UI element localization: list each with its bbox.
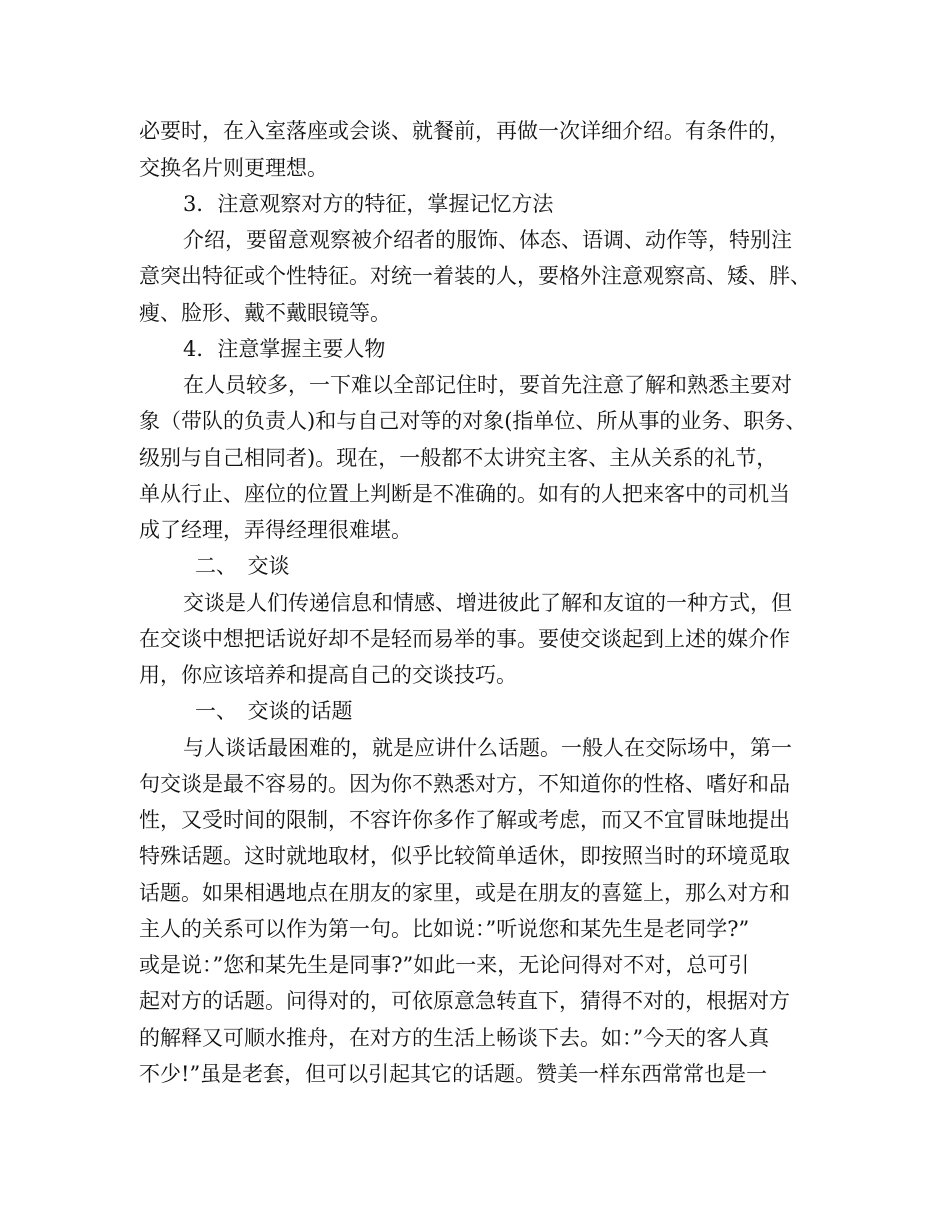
text-line: 级别与自己相同者)。现在，一般都不太讲究主客、主从关系的礼节， [139, 446, 778, 470]
text-line: 话题。如果相遇地点在朋友的家里，或是在朋友的喜筵上，那么对方和 [139, 881, 790, 905]
text-line: 单从行止、座位的位置上判断是不准确的。如有的人把来客中的司机当 [139, 482, 790, 506]
text-line: 介绍，要留意观察被介绍者的服饰、体态、语调、动作等，特别注 [183, 228, 792, 252]
text-line: 象（带队的负责人)和与自己对等的对象(指单位、所从事的业务、职务、 [139, 409, 807, 433]
text-line: 必要时，在入室落座或会谈、就餐前，再做一次详细介绍。有条件的， [139, 119, 790, 143]
text-line: 不少!”虽是老套，但可以引起其它的话题。赞美一样东西常常也是一 [139, 1062, 768, 1086]
section-heading: 4．注意掌握主要人物 [183, 337, 386, 361]
text-line: 成了经理，弄得经理很难堪。 [139, 518, 412, 542]
text-line: 或是说：”您和某先生是同事?”如此一来，无论问得对不对，总可引 [139, 953, 750, 977]
text-line: 意突出特征或个性特征。对统一着装的人，要格外注意观察高、矮、胖、 [139, 264, 811, 288]
section-heading: 3．注意观察对方的特征，掌握记忆方法 [183, 192, 554, 216]
text-line: 句交谈是最不容易的。因为你不熟悉对方，不知道你的性格、嗜好和品 [139, 772, 790, 796]
chapter-heading: 二、 交谈 [195, 554, 290, 578]
text-line: 瘦、脸形、戴不戴眼镜等。 [139, 301, 391, 325]
chapter-heading: 一、 交谈的话题 [195, 699, 353, 723]
text-line: 在交谈中想把话说好却不是轻而易举的事。要使交谈起到上述的媒介作 [139, 627, 790, 651]
text-line: 特殊话题。这时就地取材，似乎比较简单适休，即按照当时的环境觅取 [139, 844, 790, 868]
text-line: 与人谈话最困难的，就是应讲什么话题。一般人在交际场中，第一 [183, 736, 792, 760]
text-line: 起对方的话题。问得对的，可依原意急转直下，猜得不对的，根据对方 [139, 989, 790, 1013]
text-line: 交换名片则更理想。 [139, 156, 328, 180]
text-line: 性，又受时间的限制，不容许你多作了解或考虑，而又不宜冒昧地提出 [139, 808, 790, 832]
text-line: 交谈是人们传递信息和情感、增进彼此了解和友谊的一种方式，但 [183, 591, 792, 615]
text-line: 的解释又可顺水推舟，在对方的生活上畅谈下去。如：”今天的客人真 [139, 1026, 770, 1050]
text-line: 用，你应该培养和提高自己的交谈技巧。 [139, 663, 517, 687]
text-line: 在人员较多，一下难以全部记住时，要首先注意了解和熟悉主要对 [183, 373, 792, 397]
text-line: 主人的关系可以作为第一句。比如说：”听说您和某先生是老同学?” [139, 917, 750, 941]
